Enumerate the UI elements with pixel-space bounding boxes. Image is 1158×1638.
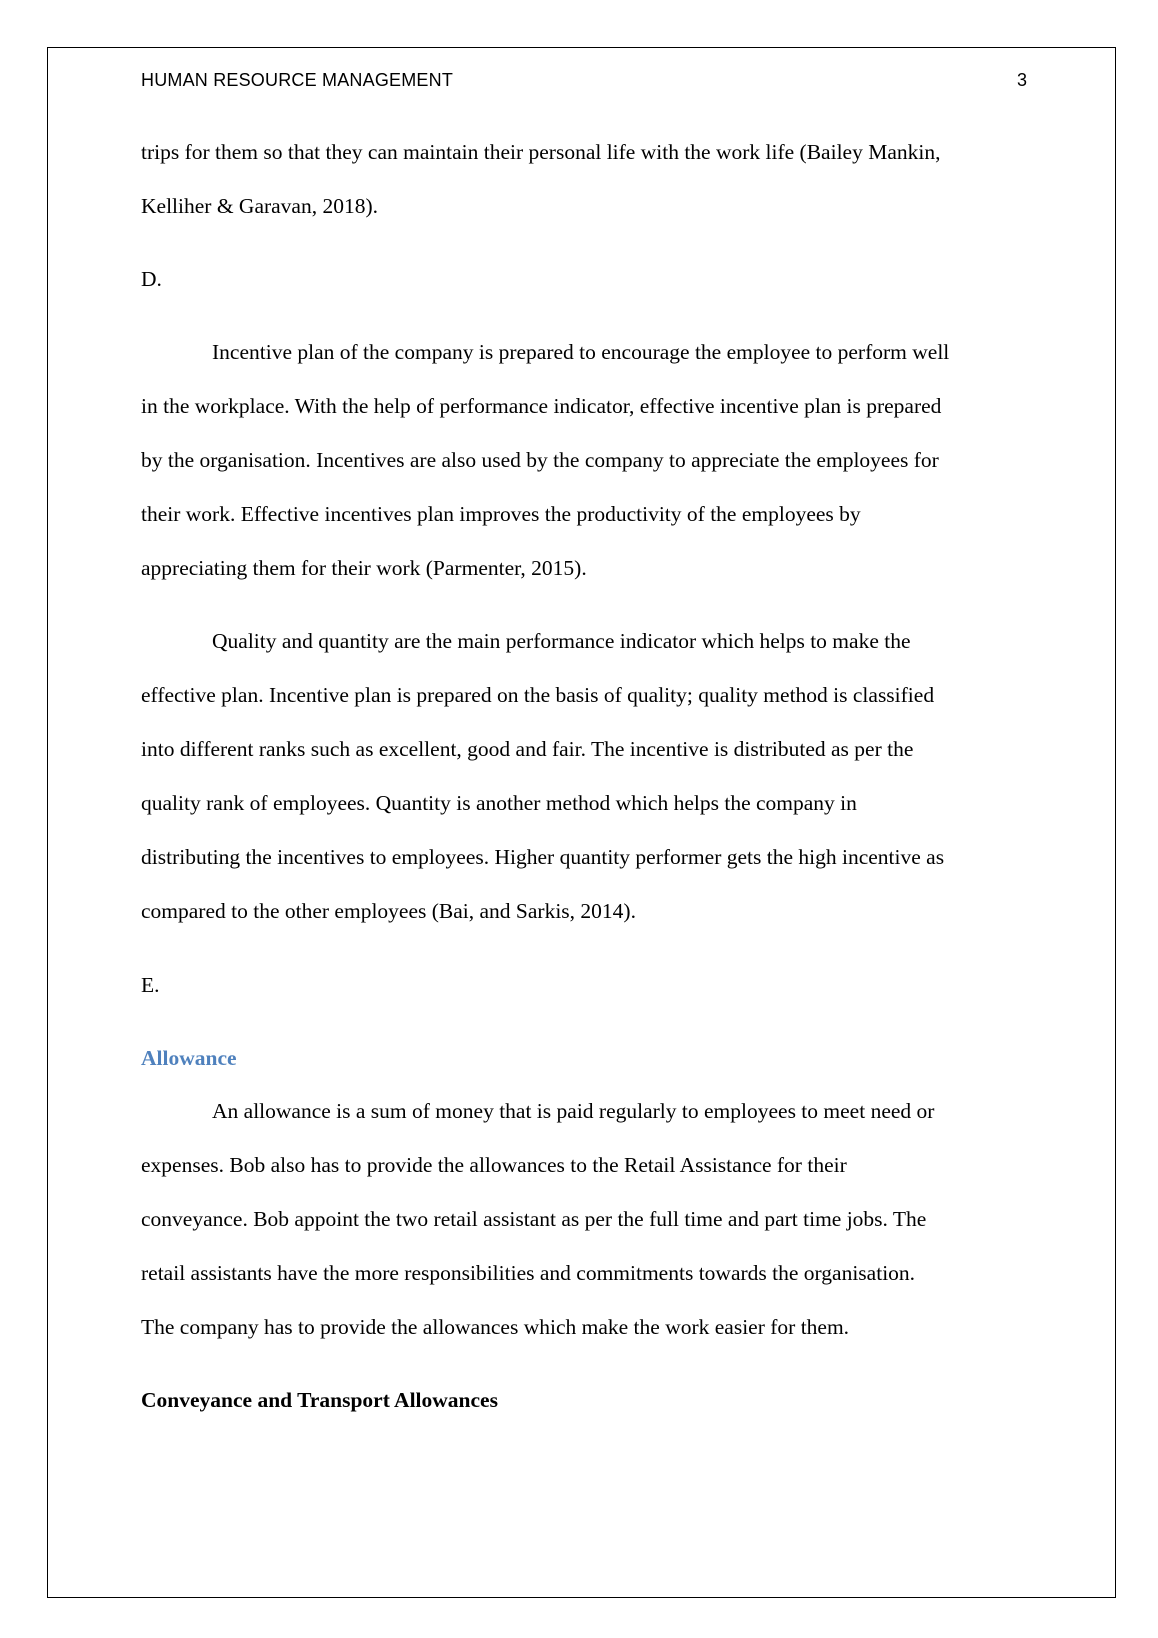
allowance-heading: Allowance	[141, 1046, 237, 1070]
paragraph-line: An allowance is a sum of money that is paid regularly to employees to meet need or	[212, 1099, 935, 1123]
paragraph-line: compared to the other employees (Bai, and Sarkis, 2014).	[141, 899, 636, 923]
paragraph-line: Quality and quantity are the main performance indicator which helps to make the	[212, 629, 911, 653]
page-number: 3	[1016, 70, 1027, 90]
paragraph-line: Incentive plan of the company is prepared to encourage the employee to perform well	[212, 340, 950, 364]
header-title: HUMAN RESOURCE MANAGEMENT	[141, 70, 454, 90]
paragraph-line: conveyance. Bob appoint the two retail assistant as per the full time and part time jobs. The	[141, 1207, 927, 1231]
paragraph-line: Kelliher & Garavan, 2018).	[141, 194, 379, 218]
paragraph-line: into different ranks such as excellent, good and fair. The incentive is distributed as per the	[141, 737, 914, 761]
conveyance-heading: Conveyance and Transport Allowances	[141, 1388, 498, 1412]
paragraph-line: appreciating them for their work (Parmenter, 2015).	[141, 556, 587, 580]
paragraph-line: in the workplace. With the help of performance indicator, effective incentive plan is prepared	[141, 394, 942, 418]
paragraph-line: by the organisation. Incentives are also used by the company to appreciate the employees for	[141, 448, 939, 472]
paragraph-line: trips for them so that they can maintain their personal life with the work life (Bailey Mankin,	[141, 140, 941, 164]
paragraph-line: effective plan. Incentive plan is prepared on the basis of quality; quality method is classified	[141, 683, 935, 707]
section-label-e: E.	[141, 973, 160, 997]
section-label-d: D.	[141, 267, 162, 291]
paragraph-line: quality rank of employees. Quantity is another method which helps the company in	[141, 791, 857, 815]
paragraph-line: their work. Effective incentives plan improves the productivity of the employees by	[141, 502, 861, 526]
paragraph-line: expenses. Bob also has to provide the allowances to the Retail Assistance for their	[141, 1153, 847, 1177]
page-header	[141, 70, 1027, 96]
paragraph-line: retail assistants have the more responsibilities and commitments towards the organisation.	[141, 1261, 916, 1285]
paragraph-line: distributing the incentives to employees. Higher quantity performer gets the high incentive as	[141, 845, 945, 869]
paragraph-line: The company has to provide the allowances which make the work easier for them.	[141, 1315, 850, 1339]
page-border	[47, 47, 1116, 1598]
